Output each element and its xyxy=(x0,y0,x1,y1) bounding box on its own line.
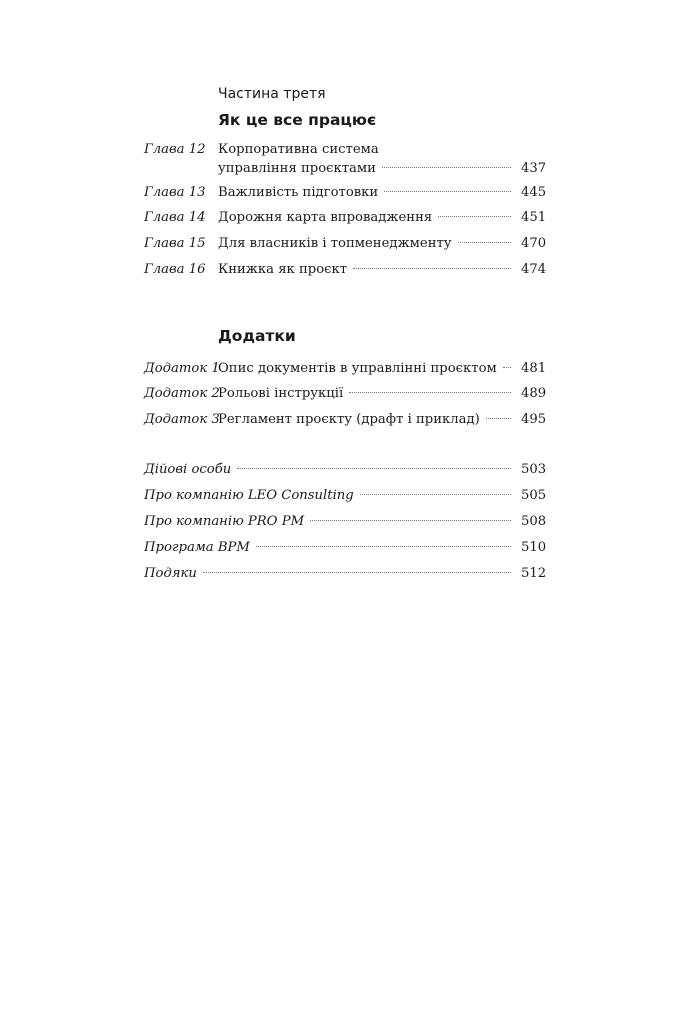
appendix-title-text: Рольові інструкції xyxy=(218,386,344,401)
page-number: 481 xyxy=(521,361,547,376)
toc-entry-appendix-1[interactable] xyxy=(144,361,545,381)
appendix-label: Додаток 2 xyxy=(144,386,220,401)
chapter-title: Дорожня карта впровадження xyxy=(218,210,433,225)
page-number: 470 xyxy=(521,236,547,251)
part-title: Як це все працює xyxy=(218,111,377,129)
toc-entry-pro-pm[interactable] xyxy=(144,514,545,534)
page-number: 505 xyxy=(521,488,547,503)
page-number: 451 xyxy=(521,210,547,225)
page-number: 437 xyxy=(521,161,547,176)
appendix-title-text: Опис документів в управлінні проєктом xyxy=(218,361,497,376)
chapter-title-line1: Корпоративна система xyxy=(218,142,379,157)
toc-entry-leo-consulting[interactable] xyxy=(144,488,545,508)
appendices-title: Додатки xyxy=(218,327,296,345)
chapter-label: Глава 12 xyxy=(144,142,206,157)
part-label: Частина третя xyxy=(218,86,326,102)
extra-title: Дійові особи xyxy=(144,462,232,477)
appendix-label: Додаток 1 xyxy=(144,361,220,376)
dot-leader xyxy=(203,572,511,573)
dot-leader xyxy=(237,468,511,469)
chapter-label: Глава 14 xyxy=(144,210,206,225)
chapter-title: Для власників і топменеджменту xyxy=(218,236,452,251)
toc-entry-characters[interactable] xyxy=(144,462,545,482)
toc-entry-chapter-14[interactable] xyxy=(144,210,545,230)
toc-entry-bpm-program[interactable] xyxy=(144,540,545,560)
toc-entry-appendix-3[interactable] xyxy=(144,412,545,432)
page-number: 510 xyxy=(521,540,547,555)
appendix-title-text: Регламент проєкту (драфт і приклад) xyxy=(218,412,480,427)
appendix-label: Додаток 3 xyxy=(144,412,220,427)
dot-leader xyxy=(438,216,511,217)
page-number: 445 xyxy=(521,185,547,200)
chapter-label: Глава 13 xyxy=(144,185,206,200)
page-number: 495 xyxy=(521,412,547,427)
extra-title: Про компанію PRO PM xyxy=(144,514,305,529)
toc-entry-appendix-2[interactable] xyxy=(144,386,545,406)
chapter-title: Важливість підготовки xyxy=(218,185,379,200)
chapter-title: Книжка як проєкт xyxy=(218,262,348,277)
page-number: 489 xyxy=(521,386,547,401)
dot-leader xyxy=(256,546,511,547)
chapter-title-line2: управління проєктами xyxy=(218,161,376,176)
dot-leader xyxy=(503,367,511,368)
dot-leader xyxy=(349,392,511,393)
dot-leader xyxy=(382,167,511,168)
extra-title: Програма BPM xyxy=(144,540,250,555)
dot-leader xyxy=(360,494,511,495)
extra-title: Подяки xyxy=(144,566,197,581)
dot-leader xyxy=(384,191,511,192)
page-number: 508 xyxy=(521,514,547,529)
extra-title: Про компанію LEO Consulting xyxy=(144,488,354,503)
dot-leader xyxy=(486,418,511,419)
toc-entry-chapter-13[interactable] xyxy=(144,185,545,205)
toc-entry-chapter-12[interactable] xyxy=(144,142,545,182)
chapter-label: Глава 16 xyxy=(144,262,206,277)
page-number: 512 xyxy=(521,566,547,581)
dot-leader xyxy=(458,242,511,243)
dot-leader xyxy=(353,268,511,269)
dot-leader xyxy=(310,520,511,521)
toc-entry-chapter-16[interactable] xyxy=(144,262,545,282)
toc-entry-chapter-15[interactable] xyxy=(144,236,545,256)
chapter-label: Глава 15 xyxy=(144,236,206,251)
page-number: 503 xyxy=(521,462,547,477)
page-number: 474 xyxy=(521,262,547,277)
toc-entry-acknowledgements[interactable] xyxy=(144,566,545,586)
